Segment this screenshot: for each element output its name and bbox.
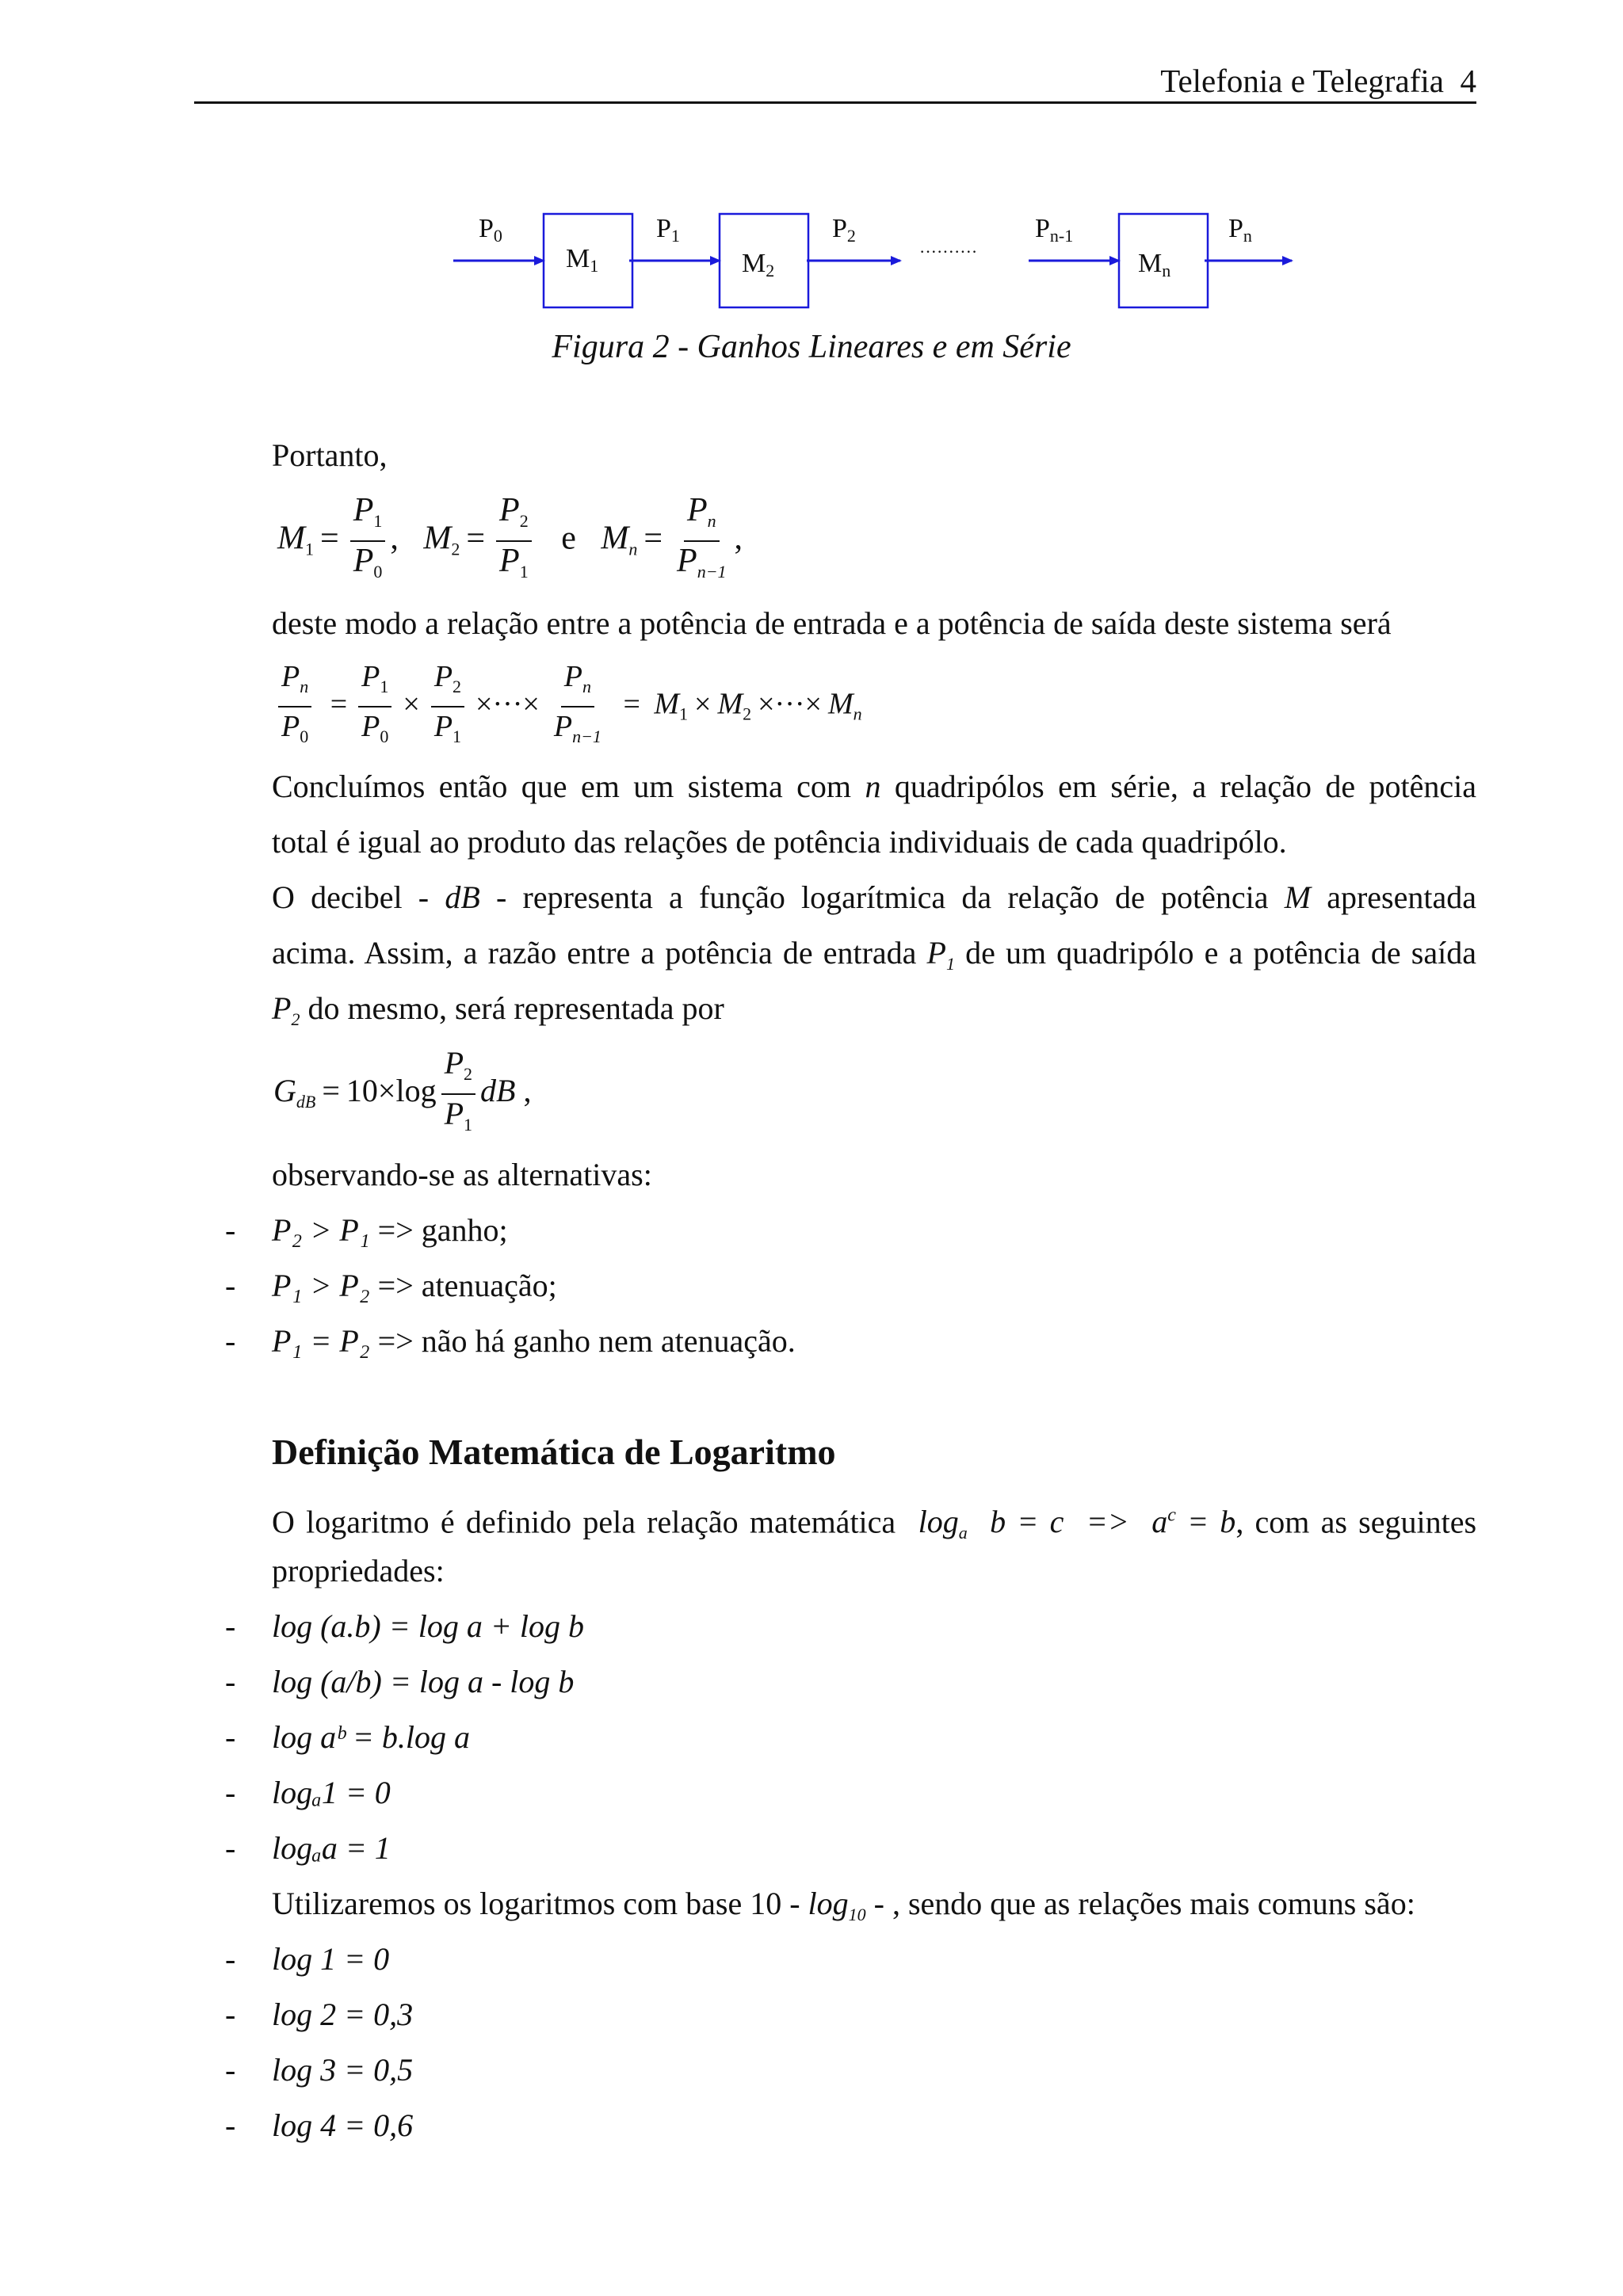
svg-text:M1 (566, 244, 598, 276)
bullet-dash: - (225, 1608, 236, 1644)
alternative-result: não há ganho nem atenuação. (413, 1323, 796, 1359)
label-p0-sub: 0 (493, 226, 502, 246)
svg-text:Mn (1138, 249, 1170, 280)
alternative-item (272, 1203, 508, 1258)
text-propriedades: propriedades: (272, 1553, 445, 1589)
label-pn-sub: n (1243, 226, 1252, 246)
bullet-dash: - (225, 1775, 236, 1810)
text-conclusion-line2: total é igual ao produto das relações de potência individuais de cada quadripólo. (272, 824, 1287, 860)
definition-part1: O logaritmo é definido pela relação matemática (272, 1504, 896, 1540)
bullet-dash: - (225, 2052, 236, 2088)
label-pn1: P (1035, 214, 1050, 243)
svg-text:P2 (832, 214, 856, 246)
alternative-arrow: => (369, 1268, 414, 1303)
base10-log: log (808, 1886, 849, 1921)
conclusion-n: n (865, 769, 881, 804)
alternative-result: ganho; (421, 1212, 508, 1248)
svg-text:M2 (742, 249, 774, 280)
decibel-db: dB (445, 879, 480, 915)
ellipsis-dots: ·········· (919, 242, 978, 261)
text-decibel (272, 870, 1476, 925)
property-item: logₐ1 = 0 (272, 1775, 391, 1810)
page-header (194, 60, 1476, 104)
common-log-item: log 2 = 0,3 (272, 1997, 414, 2032)
bullet-dash: - (225, 1664, 236, 1699)
alternative-item (272, 1314, 796, 1369)
definition-part2: , com as seguintes (1235, 1504, 1477, 1540)
text-portanto: Portanto, (272, 437, 388, 473)
label-p2: P (832, 214, 847, 243)
figure-caption: Figura 2 - Ganhos Lineares e em Série (552, 329, 1071, 365)
property-item: log (a/b) = log a - log b (272, 1664, 575, 1699)
label-pn: P (1228, 214, 1243, 243)
block-diagram (444, 202, 1316, 321)
label-m2-sub: 2 (766, 261, 775, 280)
base10-part2: - , sendo que as relações mais comuns são: (865, 1886, 1415, 1921)
label-mn-sub: n (1162, 261, 1171, 280)
alternative-expr: P₂ > P₁ (272, 1212, 370, 1248)
alternative-arrow: => (369, 1323, 414, 1359)
bullet-dash: - (225, 1212, 236, 1248)
p2-line-p: P (272, 990, 292, 1026)
svg-text:P1 (656, 214, 680, 246)
bullet-dash: - (225, 2107, 236, 2143)
property-item: logₐa = 1 (272, 1830, 391, 1866)
header-page-number: 4 (1460, 63, 1476, 99)
header-title: Telefonia e Telegrafia (1160, 63, 1444, 99)
text-deste-modo: deste modo a relação entre a potência de entrada e a potência de saída deste sistema será (272, 605, 1392, 641)
conclusion-part2: quadripólos em série, a relação de potência (880, 769, 1477, 804)
acima-part1: acima. Assim, a razão entre a potência de entrada (272, 935, 927, 971)
property-item: log aᵇ = b.log a (272, 1719, 470, 1755)
equation-gdb: $G_{dB} = 10\times\log$ $\frac{P_2}{P_1}$ dB , (273, 1045, 532, 1135)
section-heading: Definição Matemática de Logaritmo (272, 1432, 836, 1472)
base10-sub: 10 (848, 1905, 866, 1924)
equation-gains: $M_1$ = $\frac{P_1}{P_0}$ , $M_2$ = $\frac{P_2}{P_1}$ e $M_n$ = $\frac{P_n}{P_{n-1}}$ , (277, 492, 743, 582)
alternative-result: atenuação; (413, 1268, 557, 1303)
bullet-dash: - (225, 1941, 236, 1977)
bullet-dash: - (225, 1997, 236, 2032)
bullet-dash: - (225, 1719, 236, 1755)
alternative-expr: P₁ = P₂ (272, 1323, 370, 1359)
alternative-arrow: => (369, 1212, 422, 1248)
label-p2-sub: 2 (846, 226, 856, 246)
label-p1-sub: 1 (670, 226, 680, 246)
text-observando: observando-se as alternativas: (272, 1157, 652, 1192)
decibel-part2: - representa a função logarítmica da relação de potência (479, 879, 1285, 915)
common-log-item: log 3 = 0,5 (272, 2052, 414, 2088)
text-conclusion-line1 (272, 759, 1476, 814)
p2-line-sub: 2 (291, 1009, 300, 1029)
label-m1: M (566, 244, 590, 273)
conclusion-part1: Concluímos então que em um sistema com (272, 769, 865, 804)
svg-text:Pn-1 (1035, 214, 1073, 246)
bullet-dash: - (225, 1830, 236, 1866)
base10-part1: Utilizaremos os logaritmos com base 10 - (272, 1886, 808, 1921)
label-mn: M (1138, 249, 1163, 278)
common-log-item: log 1 = 0 (272, 1941, 390, 1977)
text-p2-line (272, 981, 1476, 1047)
label-p0: P (479, 214, 494, 243)
property-item: log (a.b) = log a + log b (272, 1608, 584, 1644)
label-pn1-sub: n-1 (1049, 226, 1074, 246)
decibel-part1: O decibel - (272, 879, 445, 915)
acima-part2: de um quadripólo e a potência de saída (954, 935, 1476, 971)
bullet-dash: - (225, 1268, 236, 1303)
equation-total-gain: $\frac{P_n}{P_0}$ = $\frac{P_1}{P_0}$ × $\frac{P_2}{P_1}$ ×···× $\frac{P_n}{P_{n-1}}$ = $M_1 \times M_2$ ×···× $M_n$ (273, 658, 862, 756)
alternative-item (272, 1258, 557, 1314)
acima-p: P (926, 935, 946, 971)
acima-sub: 1 (945, 954, 955, 974)
definition-formula: $\log_a b = c => a^c = b$ (918, 1504, 1236, 1543)
svg-text:P0 (479, 214, 502, 246)
svg-text:Pn (1228, 214, 1252, 246)
label-p1: P (656, 214, 671, 243)
label-m1-sub: 1 (590, 256, 599, 276)
decibel-part3: apresentada (1311, 879, 1476, 915)
label-m2: M (742, 249, 766, 278)
common-log-item: log 4 = 0,6 (272, 2107, 414, 2143)
bullet-dash: - (225, 1323, 236, 1359)
eq-conjunction: e (561, 520, 576, 557)
p2-line-text: do mesmo, será representada por (300, 990, 724, 1026)
text-base10 (272, 1876, 1476, 1943)
alternative-expr: P₁ > P₂ (272, 1268, 370, 1303)
decibel-m: M (1284, 879, 1312, 915)
